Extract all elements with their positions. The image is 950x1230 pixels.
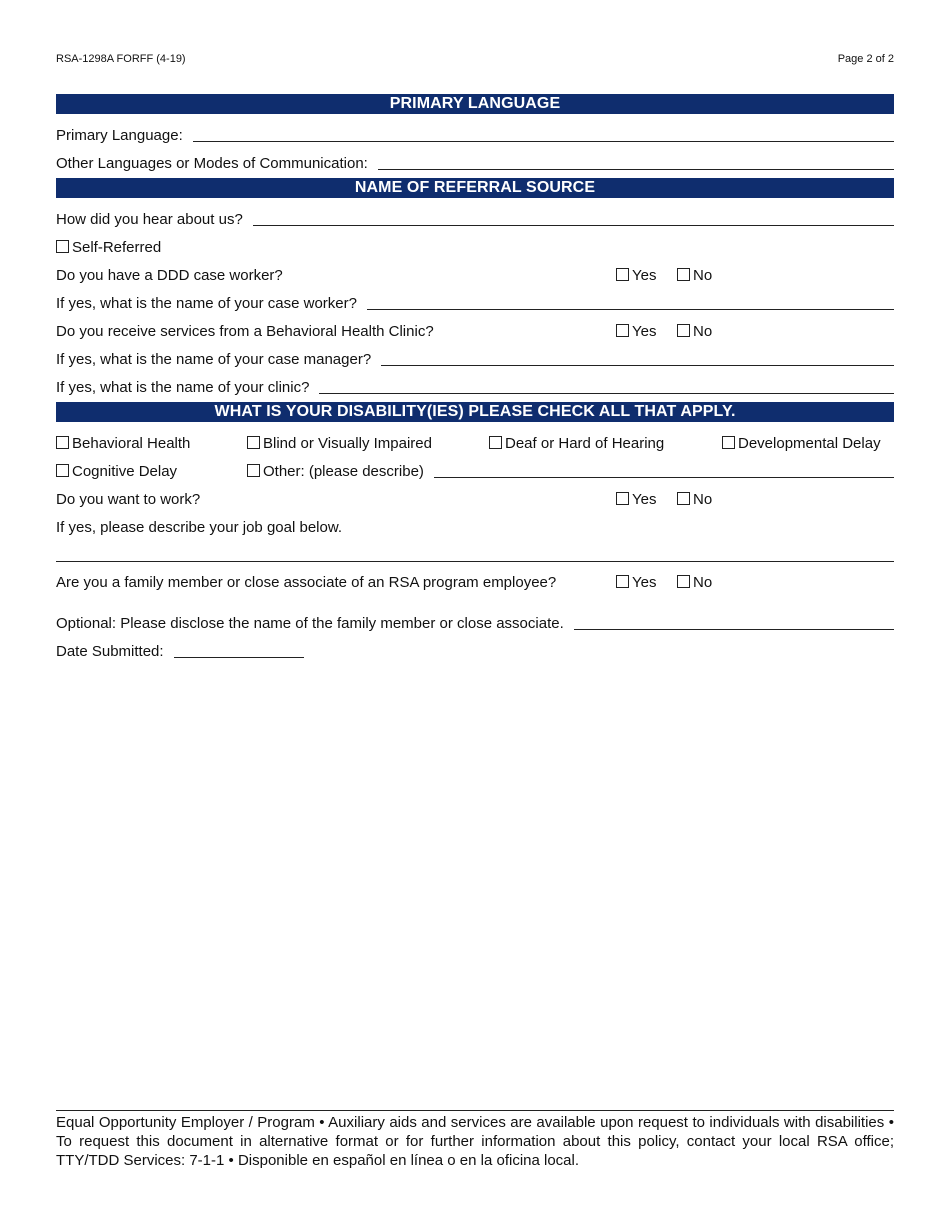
date-submitted-label: Date Submitted: <box>56 643 164 660</box>
disability-cognitive-option[interactable] <box>56 462 177 482</box>
hear-about-label: How did you hear about us? <box>56 211 243 228</box>
ddd-yes-option[interactable] <box>616 266 656 286</box>
other-languages-label: Other Languages or Modes of Communication: <box>56 155 368 172</box>
case-manager-name-label: If yes, what is the name of your case manager? <box>56 351 372 368</box>
disability-other-input[interactable] <box>434 477 894 478</box>
job-goal-row <box>56 518 342 538</box>
job-goal-input[interactable] <box>56 561 894 562</box>
ddd-no-option[interactable] <box>677 266 712 286</box>
family-member-row <box>56 573 556 593</box>
disability-developmental-label: Developmental Delay <box>738 435 881 452</box>
primary-language-input[interactable] <box>193 141 894 142</box>
footer-notice: Equal Opportunity Employer / Program • Auxiliary aids and services are available upon request to individuals with disabilities • To request this document in alternative format or for further information about this policy, contact your local RSA office; TTY/TDD Services: 7-1-1 • Disponible en español en línea o en la oficina local. <box>56 1114 894 1169</box>
disability-other-label: Other: (please describe) <box>263 463 424 480</box>
bh-clinic-row <box>56 322 434 342</box>
bh-yes-checkbox[interactable] <box>616 324 629 337</box>
work-no-option[interactable] <box>677 490 712 510</box>
job-goal-label: If yes, please describe your job goal below. <box>56 519 343 536</box>
other-languages-input[interactable] <box>378 169 894 170</box>
section-header-disability: WHAT IS YOUR DISABILITY(IES) PLEASE CHECK ALL THAT APPLY. <box>56 402 894 422</box>
disability-other-option[interactable] <box>247 462 424 482</box>
ddd-case-worker-label: Do you have a DDD case worker? <box>56 267 283 284</box>
bh-yes-option[interactable] <box>616 322 656 342</box>
primary-language-label: Primary Language: <box>56 127 183 144</box>
case-manager-name-row <box>56 350 894 370</box>
want-work-label: Do you want to work? <box>56 491 201 508</box>
ddd-no-label: No <box>693 267 713 284</box>
disability-cognitive-label: Cognitive Delay <box>72 463 178 480</box>
section-header-primary-language: PRIMARY LANGUAGE <box>56 94 894 114</box>
bh-no-checkbox[interactable] <box>677 324 690 337</box>
case-manager-name-input[interactable] <box>381 365 894 366</box>
family-no-label: No <box>693 574 713 591</box>
disability-other-checkbox[interactable] <box>247 464 260 477</box>
want-work-row <box>56 490 200 510</box>
ddd-yes-checkbox[interactable] <box>616 268 629 281</box>
work-yes-checkbox[interactable] <box>616 492 629 505</box>
self-referred-option[interactable] <box>56 238 161 258</box>
footer-divider <box>56 1110 894 1111</box>
primary-language-row <box>56 126 894 146</box>
disability-blind-label: Blind or Visually Impaired <box>263 435 432 452</box>
work-no-checkbox[interactable] <box>677 492 690 505</box>
clinic-name-row <box>56 378 894 398</box>
family-yes-checkbox[interactable] <box>616 575 629 588</box>
case-worker-name-input[interactable] <box>367 309 894 310</box>
case-worker-name-row <box>56 294 894 314</box>
self-referred-checkbox[interactable] <box>56 240 69 253</box>
page-number: Page 2 of 2 <box>837 53 894 65</box>
family-no-option[interactable] <box>677 573 712 593</box>
bh-yes-label: Yes <box>632 323 657 340</box>
date-submitted-input[interactable] <box>174 657 304 658</box>
disability-other-row <box>247 462 894 482</box>
disability-cognitive-checkbox[interactable] <box>56 464 69 477</box>
work-no-label: No <box>693 491 713 508</box>
other-languages-row <box>56 154 894 174</box>
disability-blind-option[interactable] <box>247 434 432 454</box>
work-yes-label: Yes <box>632 491 657 508</box>
disability-developmental-checkbox[interactable] <box>722 436 735 449</box>
disability-deaf-option[interactable] <box>489 434 664 454</box>
hear-about-row <box>56 210 894 230</box>
family-yes-option[interactable] <box>616 573 656 593</box>
disability-behavioral-option[interactable] <box>56 434 190 454</box>
optional-disclose-row <box>56 614 894 634</box>
work-yes-option[interactable] <box>616 490 656 510</box>
clinic-name-input[interactable] <box>319 393 894 394</box>
optional-disclose-input[interactable] <box>574 629 894 630</box>
date-submitted-row <box>56 642 304 662</box>
disability-behavioral-label: Behavioral Health <box>72 435 191 452</box>
ddd-case-worker-row <box>56 266 283 286</box>
bh-clinic-label: Do you receive services from a Behavioral Health Clinic? <box>56 323 434 340</box>
ddd-yes-label: Yes <box>632 267 657 284</box>
family-member-label: Are you a family member or close associate of an RSA program employee? <box>56 574 557 591</box>
optional-disclose-label: Optional: Please disclose the name of the family member or close associate. <box>56 615 564 632</box>
self-referred-label: Self-Referred <box>72 239 162 256</box>
form-id: RSA-1298A FORFF (4-19) <box>56 53 186 65</box>
hear-about-input[interactable] <box>253 225 894 226</box>
disability-deaf-label: Deaf or Hard of Hearing <box>505 435 665 452</box>
family-no-checkbox[interactable] <box>677 575 690 588</box>
bh-no-option[interactable] <box>677 322 712 342</box>
disability-deaf-checkbox[interactable] <box>489 436 502 449</box>
ddd-no-checkbox[interactable] <box>677 268 690 281</box>
bh-no-label: No <box>693 323 713 340</box>
disability-developmental-option[interactable] <box>722 434 881 454</box>
case-worker-name-label: If yes, what is the name of your case worker? <box>56 295 357 312</box>
clinic-name-label: If yes, what is the name of your clinic? <box>56 379 310 396</box>
family-yes-label: Yes <box>632 574 657 591</box>
disability-behavioral-checkbox[interactable] <box>56 436 69 449</box>
section-header-referral-source: NAME OF REFERRAL SOURCE <box>56 178 894 198</box>
disability-blind-checkbox[interactable] <box>247 436 260 449</box>
